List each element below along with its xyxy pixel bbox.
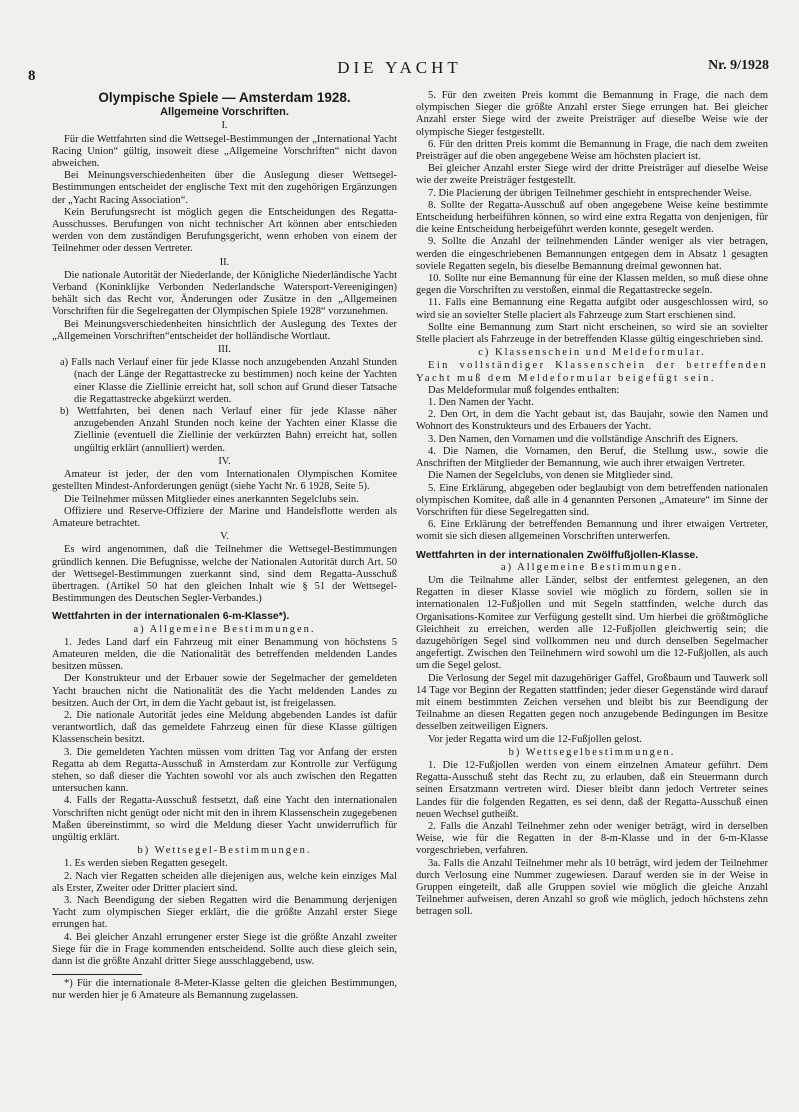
page-number: 8	[28, 68, 36, 84]
page-header	[0, 56, 799, 84]
subsection-heading: b) Wettsegelbestimmungen.	[508, 746, 676, 758]
paragraph: 2. Die nationale Autorität jedes eine Meldung abgebenden Landes ist dafür verantwortlich, daß das gemeldete Fahrzeug einen für diese Klasse gültigen Klassenschein besitzt.	[52, 709, 397, 746]
section-number: IV.	[218, 455, 231, 467]
list-item: Die Namen der Segelclubs, von denen sie Mitglieder sind.	[428, 470, 673, 482]
paragraph: Ein vollständiger Klassenschein der betreffenden Yacht muß dem Meldeformular beigefügt sein.	[416, 360, 768, 384]
subsection-heading: c) Klassenschein und Meldeformular.	[478, 347, 706, 359]
paragraph: Amateur ist jeder, der den vom Internationalen Olympischen Komitee gestellten Mindest-Anforderungen genügt (siehe Yacht Nr. 6 1928, Seite 5).	[52, 469, 397, 493]
section-number: III.	[217, 344, 232, 356]
paragraph: 1. Jedes Land darf ein Fahrzeug mit einer Benammung von höchstens 5 Amateuren melden, die die Nationalität des betreffenden meldenden Landes besitzen müssen.	[52, 636, 397, 673]
paragraph: Um die Teilnahme aller Länder, selbst der entferntest gelegenen, an den Regatten in dieser Klasse soviel wie möglich zu fördern, sollen sie in internationalen 12-Fußjollen und mit Segeln stattfinden, welche durch das Organisations-Komitee zur Verfügung gestellt sind. Um hierbei die größtmögliche Gleichheit zu erreichen, werden alle 12-Fußjollen gleichwertig sein; die dazugehörigen Segel sind vollkommen neu und durch denselben Segelmacher angefertigt. Zwischen den Teilnehmern wird sowohl um die 12-Fußjollen, als auch um die Segel gelost.	[416, 574, 768, 672]
paragraph: 5. Für den zweiten Preis kommt die Bemannung in Frage, die nach dem olympischen Sieger die größte Anzahl erster Siege errungen hat. Bei gleicher Anzahl erster Siege wird der zweite Preisträger auf dieselbe Weise wie der olympische Sieger festgestellt.	[416, 90, 768, 138]
paragraph: Sollte eine Bemannung zum Start nicht erscheinen, so wird sie an sovielter Stelle placiert als Fahrzeuge in der betreffenden Klasse gültig eingeschrieben sind.	[416, 321, 768, 346]
list-item: 3. Den Namen, den Vornamen und die vollständige Anschrift des Eigners.	[428, 433, 739, 445]
paragraph: Bei Meinungsverschiedenheiten hinsichtlich der Auslegung des Textes der „Allgemeinen Vorschriften“entscheidet der holländische Wortlaut.	[52, 318, 397, 342]
list-item: b) Wettfahrten, bei denen nach Verlauf einer für jede Klasse näher anzugebenden Anzahl Stunden noch keine der Yachten einer Klasse die Ziellinie (eventuell die Ziellinie der verkürzten Bahn) erreicht hat, sollen ungültig erklärt (annulliert) werden.	[60, 406, 397, 454]
paragraph: 3. Nach Beendigung der sieben Regatten wird die Benammung derjenigen Yacht zum olympischen Sieger erklärt, die die größte Anzahl erster Siege errungen hat.	[52, 895, 397, 931]
subsection-heading: a) Allgemeine Bestimmungen.	[500, 561, 683, 573]
paragraph: Offiziere und Reserve-Offiziere der Marine und Handelsflotte werden als Amateure betrachtet.	[52, 505, 397, 529]
paragraph: Bei Meinungsverschiedenheiten über die Auslegung dieser Wettsegel-Bestimmungen entscheidet der englische Text mit den zugehörigen Ergänzungen der „Yacht Racing Association“.	[52, 170, 397, 206]
paragraph: Es wird angenommen, daß die Teilnehmer die Wettsegel-Bestimmungen gründlich kennen. Die Befugnisse, welche der Nationalen Autorität durch Art. 50 der Wettsegel-Bestimmungen zuerkannt sind, sind dem Regatta-Ausschuß übertragen. (Artikel 50 hat den gleichen Inhalt wie § 51 der Wettsegel-Bestimmungen des Deutschen Segler-Verbandes.)	[52, 544, 397, 605]
paragraph: 8. Sollte der Regatta-Ausschuß auf oben angegebene Weise keine bestimmte Entscheidung herbeiführen können, so wird eine extra Regatta von denjenigen, für die keine Entscheidung herbeigeführt werden konnte, gesegelt werden.	[416, 199, 768, 236]
paragraph: Die Verlosung der Segel mit dazugehöriger Gaffel, Großbaum und Tauwerk soll 14 Tage vor Beginn der Regatten stattfinden; jeder dieser Gegenstände wird darauf mit einem bestimmten Zeichen versehen und bleibt bis zur Beendigung der Teilnahme an diesen Regatten gegen noch anzugebende Bedingungen im Besitze desselben zeitweiligen Eigners.	[416, 672, 768, 733]
paragraph: 4. Bei gleicher Anzahl errungener erster Siege ist die größte Anzahl zweiter Siege für die in Frage kommenden entscheidend. Sollte auch diese gleich sein, dann ist die größte Anzahl dritter Siege ausschlaggebend, usw.	[52, 931, 397, 968]
paragraph: Bei gleicher Anzahl erster Siege wird der dritte Preisträger auf dieselbe Weise wie der zweite Preisträger festgestellt.	[416, 163, 768, 187]
paragraph: 9. Sollte die Anzahl der teilnehmenden Länder weniger als vier betragen, werden die eingeschriebenen Bemannungen entgegen dem in Absatz 1 gesagten soviele Regatten segeln, bis dieselbe Bemannung dreimal gewonnen hat.	[416, 236, 768, 272]
paragraph: Der Konstrukteur und der Erbauer sowie der Segelmacher der gemeldeten Yacht brauchen nicht die Nationalität des die Yacht meldenden Landes zu besitzen. Auch der Ort, in dem die Yacht gebaut ist, ist freigelassen.	[52, 673, 397, 709]
paragraph: Kein Berufungsrecht ist möglich gegen die Entscheidungen des Regatta-Ausschusses. Berufungen von nicht technischer Art können aber entschieden werden von dem zuständigen Berufungsgericht, wenn erhoben von einem der Teilnehmer oder dessen Vertreter.	[52, 206, 397, 255]
paragraph: Vor jeder Regatta wird um die 12-Fußjollen gelost.	[428, 733, 642, 745]
list-item: 4. Die Namen, die Vornamen, den Beruf, die Stellung usw., sowie die Anschriften der Mitglieder der Bemannung, wie auch ihrer etwaigen Vertreter.	[416, 445, 768, 470]
section-heading: Wettfahrten in der internationalen 6-m-Klasse*).	[52, 610, 290, 623]
paragraph: Die Teilnehmer müssen Mitglieder eines anerkannten Segelclubs sein.	[64, 493, 359, 505]
paragraph: 10. Sollte nur eine Bemannung für eine der Klassen melden, so muß diese ohne gegen die Vorschriften zu verstoßen, einmal die Regattastrecke segeln.	[416, 273, 768, 297]
article-subtitle: Allgemeine Vorschriften.	[160, 106, 289, 119]
subsection-heading: a) Allgemeine Bestimmungen.	[133, 623, 316, 635]
paragraph: Die nationale Autorität der Niederlande, der Königliche Niederländische Yacht Verband (Koninklijke Verbonden Nederlandsche Watersport-Vereenigingen) behält sich das Recht vor, Änderungen oder Zusätze in den „Allgemeinen Vorschriften für die Segelregatten der Olympischen Spiele 1928“ vorzunehmen.	[52, 269, 397, 318]
list-item: 5. Eine Erklärung, abgegeben oder beglaubigt von dem betreffenden nationalen olympischen Komitee, daß alle in 4 genannten Personen „Amateure“ im Sinne der Vorschriften für diese Segelregatten sind.	[416, 482, 768, 518]
paragraph: 2. Nach vier Regatten scheiden alle diejenigen aus, welche kein einziges Mal als Erster, Zweiter oder Dritter placiert sind.	[52, 870, 397, 894]
paragraph: Das Meldeformular muß folgendes enthalten:	[428, 384, 620, 396]
paragraph: 3a. Falls die Anzahl Teilnehmer mehr als 10 beträgt, wird jedem der Teilnehmer durch Verlosung eine Nummer zugewiesen. Darauf werden sie in der Weise in Gruppen eingeteilt, daß alle Gruppen soviel wie möglich die gleiche Anzahl Teilnehmer aufweisen, deren Anzahl so groß wie möglich, jedoch höchstens zehn betragen soll.	[416, 857, 768, 918]
section-heading: Wettfahrten in der internationalen Zwölffußjollen-Klasse.	[416, 548, 699, 561]
paragraph: 3. Die gemeldeten Yachten müssen vom dritten Tag vor Anfang der ersten Regatta ab dem Regatta-Ausschuß in Amsterdam zur Kontrolle zur Verfügung stehen, so daß dieser die Yachten sowohl vor als auch zwischen den Regatten untersuchen kann.	[52, 746, 397, 795]
footnote-rule	[52, 974, 142, 975]
list-item: 6. Eine Erklärung der betreffenden Bemannung und ihrer etwaigen Vertreter, womit sie sich diesen allgemeinen Vorschriften unterwerfen.	[416, 519, 768, 543]
section-number: I.	[221, 120, 228, 132]
paragraph: 6. Für den dritten Preis kommt die Bemannung in Frage, die nach dem zweiten Preisträger auf die oben angegebene Weise am höchsten placiert ist.	[416, 138, 768, 163]
paragraph: Für die Wettfahrten sind die Wettsegel-Bestimmungen der „International Yacht Racing Union“ gültig, insoweit diese „Allgemeine Vorschriften“ nicht davon abweichen.	[52, 133, 397, 170]
paragraph: 11. Falls eine Bemannung eine Regatta aufgibt oder ausgeschlossen wird, so wird sie an sovielter Stelle placiert als Fahrzeuge zum Start erschienen sind.	[416, 297, 768, 321]
list-item: 1. Den Namen der Yacht.	[428, 397, 534, 409]
right-column	[416, 90, 768, 919]
paragraph: 7. Die Placierung der übrigen Teilnehmer geschieht in entsprechender Weise.	[428, 187, 752, 199]
section-number: II.	[219, 256, 230, 268]
left-column	[52, 92, 397, 1003]
paragraph: 2. Falls die Anzahl Teilnehmer zehn oder weniger beträgt, wird in derselben Weise, wie für die Regatten in der 8-m-Klasse und in der 6-m-Klasse vorgeschrieben, verfahren.	[416, 820, 768, 857]
subsection-heading: b) Wettsegel-Bestimmungen.	[137, 845, 312, 857]
issue-number: Nr. 9/1928	[708, 58, 769, 73]
footnote: *) Für die internationale 8-Meter-Klasse gelten die gleichen Bestimmungen, nur werden hier je 6 Amateure als Bemannung zugelassen.	[52, 978, 397, 1002]
paragraph: 4. Falls der Regatta-Ausschuß festsetzt, daß eine Yacht den internationalen Vorschriften nicht genügt oder nicht mit den in ihrem Klassenschein zugegebenen Maßen übereinstimmt, so wird die Meldung dieser Yacht unwiderruflich für ungültig erklärt.	[52, 795, 397, 843]
list-item: 2. Den Ort, in dem die Yacht gebaut ist, das Baujahr, sowie den Namen und Wohnort des Konstrukteurs und des Erbauers der Yacht.	[416, 409, 768, 433]
magazine-title: DIE YACHT	[337, 58, 462, 77]
paragraph: 1. Die 12-Fußjollen werden von einem einzelnen Amateur geführt. Dem Regatta-Ausschuß steht das Recht zu, zu erlauben, daß ein Steuermann durch seinen Ersatzmann vertreten wird. Dieser bleibt dann jedoch Vertreter seines Landes für die folgenden Regatten, es sei denn, daß der Regatta-Ausschuß einen neuen Wechsel gutheißt.	[416, 759, 768, 820]
section-number: V.	[220, 531, 229, 543]
list-item: a) Falls nach Verlauf einer für jede Klasse noch anzugebenden Anzahl Stunden (nach der Länge der Regattastrecke zu bestimmen) noch keine der Yachten einer Klasse die Ziellinie erreicht hat, soll schon auf Grund dieser Tatsache die Regattastrecke abgekürzt werden.	[60, 357, 397, 405]
paragraph: 1. Es werden sieben Regatten gesegelt.	[64, 858, 228, 870]
article-title: Olympische Spiele — Amsterdam 1928.	[98, 90, 351, 105]
